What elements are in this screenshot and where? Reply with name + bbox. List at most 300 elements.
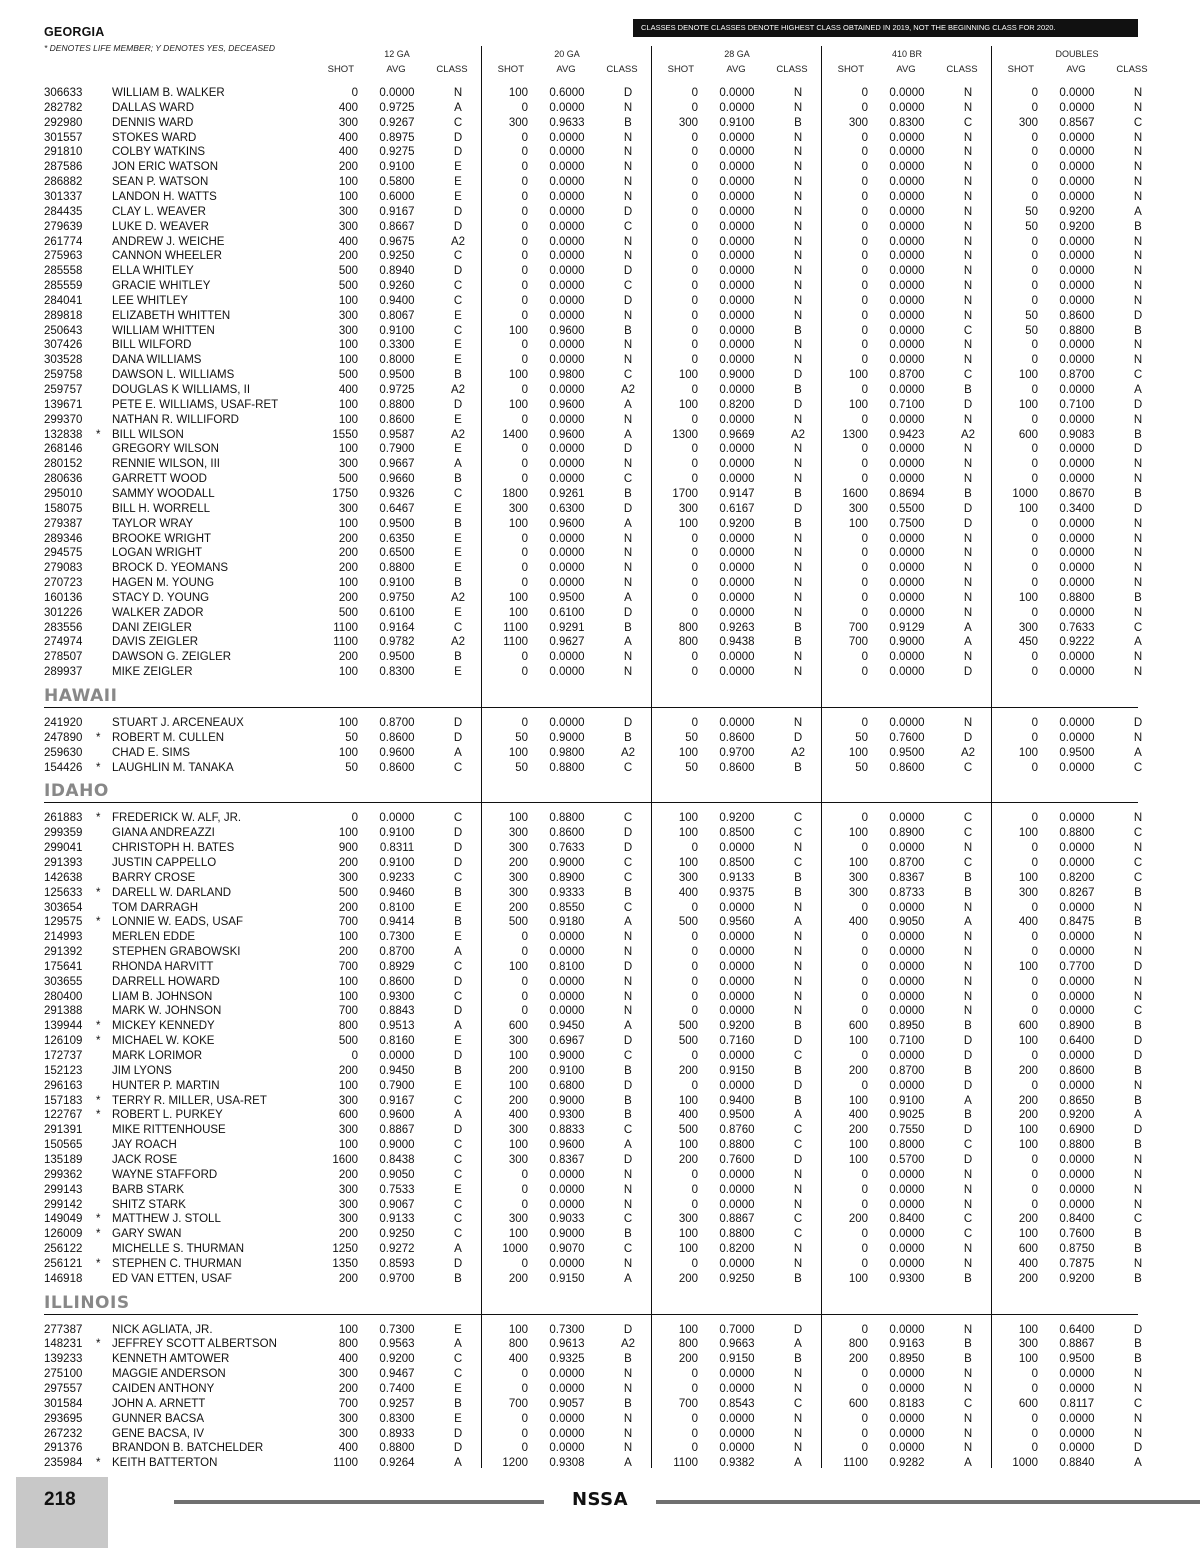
class-value: N xyxy=(793,87,803,99)
shot-value: 100 xyxy=(678,1094,698,1107)
table-row xyxy=(0,353,1200,368)
shot-value: 700 xyxy=(678,1397,698,1410)
shot-value: 50 xyxy=(1025,220,1038,233)
shot-value: 100 xyxy=(338,827,358,840)
avg-value: 0.0000 xyxy=(889,413,925,426)
avg-value: 0.0000 xyxy=(549,146,585,159)
shot-value: 500 xyxy=(678,916,698,929)
shot-value: 0 xyxy=(1031,280,1038,293)
table-row xyxy=(0,1004,1200,1019)
member-id: 270723 xyxy=(44,577,83,590)
avg-value: 0.0000 xyxy=(719,443,755,456)
shot-value: 0 xyxy=(691,946,698,959)
shot-value: 0 xyxy=(1031,1050,1038,1062)
class-value: E xyxy=(454,547,462,560)
class-value: B xyxy=(624,1064,632,1077)
class-value: N xyxy=(793,309,803,322)
avg-value: 0.7100 xyxy=(889,1035,925,1048)
shot-value: 1600 xyxy=(332,1153,358,1166)
table-row xyxy=(0,190,1200,205)
class-value: D xyxy=(963,1079,973,1092)
shot-value: 0 xyxy=(1031,856,1038,869)
avg-value: 0.8950 xyxy=(889,1020,925,1033)
class-value: B xyxy=(794,871,802,884)
class-value: D xyxy=(1133,398,1143,411)
avg-value: 0.9164 xyxy=(379,621,415,634)
class-value: E xyxy=(454,1383,462,1395)
member-name: DANA WILLIAMS xyxy=(112,354,202,367)
shot-value: 0 xyxy=(1031,1368,1038,1381)
shot-value: 300 xyxy=(338,1183,358,1196)
avg-value: 0.0000 xyxy=(889,1183,925,1196)
shot-value: 0 xyxy=(1031,1079,1038,1092)
avg-value: 0.0000 xyxy=(889,842,925,855)
member-name: LAUGHLIN M. TANAKA xyxy=(112,761,234,774)
table-row xyxy=(0,1352,1200,1367)
shot-value: 400 xyxy=(848,916,868,929)
avg-value: 0.7900 xyxy=(379,443,415,456)
class-value: A xyxy=(454,1457,462,1470)
life-member-star: * xyxy=(96,886,101,899)
shot-value: 100 xyxy=(678,856,698,869)
class-value: D xyxy=(963,1050,973,1062)
member-id: 291391 xyxy=(44,1124,83,1137)
class-value: N xyxy=(963,280,973,293)
shot-value: 100 xyxy=(338,1079,358,1092)
avg-value: 0.7000 xyxy=(719,1323,755,1336)
member-name: DENNIS WARD xyxy=(112,116,194,129)
class-value: N xyxy=(793,220,803,233)
table-row xyxy=(0,990,1200,1005)
shot-value: 1000 xyxy=(1012,487,1038,500)
avg-value: 0.0000 xyxy=(889,812,925,825)
shot-value: 0 xyxy=(861,473,868,486)
shot-value: 500 xyxy=(338,473,358,486)
class-value: A xyxy=(964,1094,972,1107)
member-id: 129575 xyxy=(44,916,83,929)
shot-value: 0 xyxy=(861,1079,868,1092)
class-value: N xyxy=(963,339,973,352)
class-value: C xyxy=(453,960,463,973)
shot-value: 0 xyxy=(861,309,868,322)
class-value: N xyxy=(1133,250,1143,263)
avg-value: 0.8100 xyxy=(379,901,415,914)
class-value: N xyxy=(963,205,973,218)
shot-value: 0 xyxy=(861,131,868,144)
member-name: BROCK D. YEOMANS xyxy=(112,562,229,575)
class-value: N xyxy=(1133,1153,1143,1166)
avg-value: 0.8750 xyxy=(1059,1243,1095,1256)
shot-value: 0 xyxy=(1031,1412,1038,1425)
shot-value: 0 xyxy=(691,901,698,914)
class-value: C xyxy=(793,812,803,825)
class-value: N xyxy=(963,309,973,322)
avg-value: 0.8700 xyxy=(889,369,925,382)
class-value: D xyxy=(963,1035,973,1048)
avg-value: 0.9423 xyxy=(889,428,925,441)
shot-value: 0 xyxy=(521,220,528,233)
member-name: MICHAEL W. KOKE xyxy=(112,1035,215,1048)
avg-value: 0.9600 xyxy=(549,428,585,441)
class-value: A xyxy=(794,1457,802,1470)
shot-value: 100 xyxy=(338,339,358,352)
shot-value: 200 xyxy=(678,1353,698,1366)
class-value: N xyxy=(793,1257,803,1270)
avg-value: 0.0000 xyxy=(889,1005,925,1018)
shot-value: 0 xyxy=(861,842,868,855)
class-value: N xyxy=(1133,946,1143,959)
member-id: 294575 xyxy=(44,547,83,560)
class-value: C xyxy=(963,1397,973,1410)
table-row xyxy=(0,1049,1200,1064)
class-value: N xyxy=(793,931,803,944)
member-name: WAYNE STAFFORD xyxy=(112,1168,218,1181)
avg-value: 0.8200 xyxy=(1059,871,1095,884)
shot-value: 0 xyxy=(861,324,868,337)
class-value: B xyxy=(964,487,972,500)
shot-value: 200 xyxy=(508,1272,528,1285)
shot-value: 100 xyxy=(508,517,528,530)
member-id: 235984 xyxy=(44,1457,83,1470)
group-header: 20 GA xyxy=(554,49,580,59)
avg-value: 0.8800 xyxy=(1059,1139,1095,1152)
shot-value: 800 xyxy=(678,621,698,634)
shot-value: 100 xyxy=(338,190,358,203)
avg-value: 0.9200 xyxy=(1059,1109,1095,1122)
class-value: N xyxy=(963,1168,973,1181)
avg-value: 0.8900 xyxy=(549,871,585,884)
avg-value: 0.9150 xyxy=(549,1272,585,1285)
shot-value: 0 xyxy=(861,946,868,959)
class-value: A2 xyxy=(450,591,466,604)
shot-value: 0 xyxy=(861,1427,868,1440)
class-value: N xyxy=(623,990,633,1003)
avg-value: 0.9700 xyxy=(379,1272,415,1285)
class-value: N xyxy=(623,339,633,352)
member-name: WILLIAM B. WALKER xyxy=(112,87,225,99)
shot-value: 0 xyxy=(1031,458,1038,471)
avg-value: 0.8500 xyxy=(719,856,755,869)
shot-value: 500 xyxy=(338,606,358,619)
shot-value: 0 xyxy=(691,1427,698,1440)
class-value: C xyxy=(623,1213,633,1226)
avg-value: 0.8400 xyxy=(889,1213,925,1226)
shot-value: 300 xyxy=(1018,116,1038,129)
class-value: D xyxy=(963,731,973,744)
member-id: 279083 xyxy=(44,562,83,575)
avg-value: 0.0000 xyxy=(1059,517,1095,530)
shot-value: 0 xyxy=(691,931,698,944)
avg-value: 0.0000 xyxy=(1059,990,1095,1003)
member-name: JIM LYONS xyxy=(112,1064,172,1077)
member-name: MIKE RITTENHOUSE xyxy=(112,1124,226,1137)
shot-value: 300 xyxy=(338,1213,358,1226)
avg-value: 0.0000 xyxy=(1059,1168,1095,1181)
avg-value: 0.0000 xyxy=(1059,176,1095,189)
shot-value: 0 xyxy=(861,190,868,203)
class-value: D xyxy=(1133,1035,1143,1048)
avg-value: 0.9600 xyxy=(549,517,585,530)
shot-value: 700 xyxy=(848,621,868,634)
class-value: N xyxy=(963,1427,973,1440)
avg-value: 0.0000 xyxy=(1059,1153,1095,1166)
class-value: B xyxy=(794,636,802,649)
member-id: 158075 xyxy=(44,502,83,515)
member-name: SAMMY WOODALL xyxy=(112,487,215,500)
shot-value: 0 xyxy=(1031,577,1038,590)
avg-value: 0.8600 xyxy=(379,413,415,426)
class-value: A xyxy=(624,1457,632,1470)
class-value: N xyxy=(793,250,803,263)
class-value: N xyxy=(1133,101,1143,114)
shot-value: 100 xyxy=(508,1139,528,1152)
shot-value: 0 xyxy=(521,1383,528,1395)
shot-value: 300 xyxy=(508,1035,528,1048)
avg-value: 0.8840 xyxy=(1059,1457,1095,1470)
class-value: B xyxy=(794,1020,802,1033)
class-value: B xyxy=(624,621,632,634)
class-value: C xyxy=(793,1213,803,1226)
avg-value: 0.9222 xyxy=(1059,636,1095,649)
class-value: B xyxy=(794,487,802,500)
shot-value: 600 xyxy=(1018,1243,1038,1256)
avg-value: 0.8700 xyxy=(1059,369,1095,382)
shot-value: 0 xyxy=(691,960,698,973)
subheader-shot: SHOT xyxy=(667,64,694,75)
class-value: B xyxy=(964,1338,972,1351)
shot-value: 0 xyxy=(691,577,698,590)
member-id: 152123 xyxy=(44,1064,83,1077)
avg-value: 0.8500 xyxy=(719,827,755,840)
shot-value: 0 xyxy=(1031,1427,1038,1440)
avg-value: 0.9600 xyxy=(549,1139,585,1152)
class-value: C xyxy=(453,1153,463,1166)
shot-value: 100 xyxy=(338,517,358,530)
shot-value: 0 xyxy=(691,280,698,293)
member-name: MARK LORIMOR xyxy=(112,1050,203,1062)
avg-value: 0.7300 xyxy=(379,931,415,944)
shot-value: 200 xyxy=(508,1094,528,1107)
avg-value: 0.8667 xyxy=(379,220,415,233)
member-name: ROBERT L. PURKEY xyxy=(112,1109,223,1122)
class-value: N xyxy=(793,666,803,679)
avg-value: 0.0000 xyxy=(549,1442,585,1455)
class-value: D xyxy=(453,717,463,729)
class-value: E xyxy=(454,309,462,322)
shot-value: 300 xyxy=(338,871,358,884)
member-name: STEPHEN GRABOWSKI xyxy=(112,946,241,959)
shot-value: 0 xyxy=(861,1243,868,1256)
avg-value: 0.9200 xyxy=(719,517,755,530)
table-row xyxy=(0,1064,1200,1079)
avg-value: 0.0000 xyxy=(549,946,585,959)
class-value: B xyxy=(1134,916,1142,929)
shot-value: 50 xyxy=(515,731,528,744)
member-name: JUSTIN CAPPELLO xyxy=(112,856,217,869)
table-row xyxy=(0,1337,1200,1352)
table-row xyxy=(0,716,1200,731)
class-value: C xyxy=(623,280,633,293)
avg-value: 0.0000 xyxy=(889,458,925,471)
shot-value: 0 xyxy=(691,666,698,679)
avg-value: 0.0000 xyxy=(719,339,755,352)
footer-rule-left xyxy=(174,1500,544,1504)
class-value: A xyxy=(964,636,972,649)
avg-value: 0.9600 xyxy=(379,746,415,759)
avg-value: 0.0000 xyxy=(549,1257,585,1270)
shot-value: 1700 xyxy=(672,487,698,500)
shot-value: 100 xyxy=(338,294,358,307)
member-name: MICKEY KENNEDY xyxy=(112,1020,215,1033)
shot-value: 0 xyxy=(861,384,868,396)
shot-value: 100 xyxy=(338,413,358,426)
avg-value: 0.0000 xyxy=(889,946,925,959)
shot-value: 0 xyxy=(691,842,698,855)
avg-value: 0.9050 xyxy=(889,916,925,929)
class-value: B xyxy=(1134,1020,1142,1033)
avg-value: 0.6100 xyxy=(379,606,415,619)
shot-value: 100 xyxy=(508,324,528,337)
class-value: D xyxy=(1133,309,1143,322)
shot-value: 200 xyxy=(678,1272,698,1285)
class-value: N xyxy=(793,547,803,560)
class-value: N xyxy=(963,1198,973,1211)
class-value: D xyxy=(623,205,633,218)
avg-value: 0.9300 xyxy=(379,990,415,1003)
avg-value: 0.0000 xyxy=(719,280,755,293)
avg-value: 0.6400 xyxy=(1059,1035,1095,1048)
class-value: B xyxy=(964,871,972,884)
class-value: B xyxy=(454,473,462,486)
avg-value: 0.9587 xyxy=(379,428,415,441)
class-value: N xyxy=(623,250,633,263)
shot-value: 0 xyxy=(351,1050,358,1062)
member-id: 154426 xyxy=(44,761,83,774)
member-id: 299142 xyxy=(44,1198,83,1211)
avg-value: 0.0000 xyxy=(719,1050,755,1062)
shot-value: 0 xyxy=(861,339,868,352)
avg-value: 0.0000 xyxy=(719,205,755,218)
avg-value: 0.8550 xyxy=(549,901,585,914)
class-value: E xyxy=(454,1079,462,1092)
avg-value: 0.0000 xyxy=(889,1257,925,1270)
class-value: A xyxy=(964,916,972,929)
avg-value: 0.9500 xyxy=(379,517,415,530)
avg-value: 0.0000 xyxy=(719,161,755,174)
table-row xyxy=(0,1456,1200,1471)
class-value: C xyxy=(623,871,633,884)
avg-value: 0.9167 xyxy=(379,205,415,218)
class-value: N xyxy=(793,1412,803,1425)
avg-value: 0.9264 xyxy=(379,1457,415,1470)
class-value: B xyxy=(794,761,802,774)
table-row xyxy=(0,338,1200,353)
avg-value: 0.0000 xyxy=(1059,473,1095,486)
shot-value: 100 xyxy=(848,746,868,759)
class-value: N xyxy=(963,1243,973,1256)
class-value: A xyxy=(794,916,802,929)
class-value: A2 xyxy=(960,746,976,759)
class-value: N xyxy=(963,547,973,560)
shot-value: 0 xyxy=(861,931,868,944)
member-id: 132838 xyxy=(44,428,83,441)
avg-value: 0.0000 xyxy=(549,309,585,322)
subheader-avg: AVG xyxy=(896,64,916,75)
avg-value: 0.8940 xyxy=(379,265,415,278)
shot-value: 0 xyxy=(1031,1198,1038,1211)
member-name: WALKER ZADOR xyxy=(112,606,204,619)
avg-value: 0.9057 xyxy=(549,1397,585,1410)
avg-value: 0.0000 xyxy=(1059,339,1095,352)
class-value: N xyxy=(1133,577,1143,590)
shot-value: 0 xyxy=(861,87,868,99)
shot-value: 1600 xyxy=(842,487,868,500)
table-row xyxy=(0,1123,1200,1138)
class-value: N xyxy=(623,1198,633,1211)
member-id: 256122 xyxy=(44,1243,83,1256)
shot-value: 100 xyxy=(508,87,528,99)
shot-value: 100 xyxy=(1018,960,1038,973)
class-value: B xyxy=(1134,1272,1142,1285)
class-value: B xyxy=(1134,1228,1142,1241)
avg-value: 0.5500 xyxy=(889,502,925,515)
avg-value: 0.9000 xyxy=(549,1050,585,1062)
member-id: 279639 xyxy=(44,220,83,233)
shot-value: 0 xyxy=(1031,517,1038,530)
class-value: A xyxy=(454,746,462,759)
shot-value: 200 xyxy=(1018,1109,1038,1122)
avg-value: 0.9300 xyxy=(889,1272,925,1285)
shot-value: 0 xyxy=(861,1442,868,1455)
table-row xyxy=(0,606,1200,621)
avg-value: 0.9100 xyxy=(889,1094,925,1107)
shot-value: 300 xyxy=(848,502,868,515)
member-name: RHONDA HARVITT xyxy=(112,960,214,973)
table-row xyxy=(0,428,1200,443)
shot-value: 50 xyxy=(1025,205,1038,218)
avg-value: 0.0000 xyxy=(1059,1412,1095,1425)
avg-value: 0.0000 xyxy=(889,1368,925,1381)
table-row xyxy=(0,1168,1200,1183)
shot-value: 0 xyxy=(1031,842,1038,855)
shot-value: 100 xyxy=(1018,502,1038,515)
class-value: C xyxy=(453,116,463,129)
class-value: B xyxy=(1134,591,1142,604)
shot-value: 0 xyxy=(1031,717,1038,729)
shot-value: 200 xyxy=(848,1213,868,1226)
avg-value: 0.0000 xyxy=(1059,250,1095,263)
shot-value: 600 xyxy=(848,1020,868,1033)
shot-value: 0 xyxy=(1031,931,1038,944)
class-value: N xyxy=(793,651,803,664)
shot-value: 0 xyxy=(861,717,868,729)
avg-value: 0.0000 xyxy=(1059,235,1095,248)
avg-value: 0.0000 xyxy=(1059,413,1095,426)
class-value: N xyxy=(793,1383,803,1395)
avg-value: 0.9600 xyxy=(549,398,585,411)
shot-value: 0 xyxy=(691,990,698,1003)
table-row xyxy=(0,145,1200,160)
shot-value: 200 xyxy=(1018,1094,1038,1107)
member-name: JEFFREY SCOTT ALBERTSON xyxy=(112,1338,277,1351)
class-value: N xyxy=(623,666,633,679)
class-value: C xyxy=(963,827,973,840)
avg-value: 0.7600 xyxy=(1059,1228,1095,1241)
shot-value: 300 xyxy=(678,116,698,129)
member-name: HUNTER P. MARTIN xyxy=(112,1079,220,1092)
avg-value: 0.0000 xyxy=(549,473,585,486)
subheader-shot: SHOT xyxy=(1007,64,1034,75)
